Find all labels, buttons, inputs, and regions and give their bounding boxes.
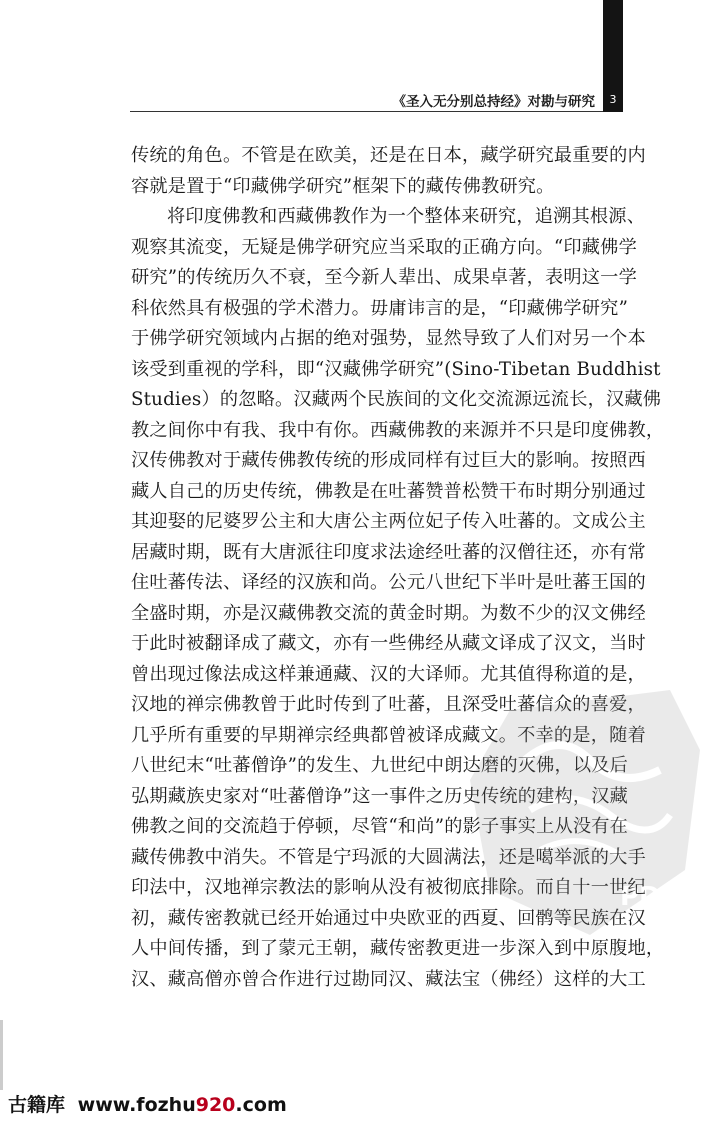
footer-label: 古籍库 xyxy=(8,1094,66,1116)
text-line: 初，藏传密教就已经开始通过中央欧亚的西夏、回鹘等民族在汉 xyxy=(131,907,646,929)
page-edge xyxy=(0,1020,3,1090)
text-line: 几乎所有重要的早期禅宗经典都曾被译成藏文。不幸的是，随着 xyxy=(131,724,646,746)
text-line: 该受到重视的学科，即“汉藏佛学研究”(Sino-Tibetan Buddhist xyxy=(131,358,661,380)
text-line: 藏传佛教中消失。不管是宁玛派的大圆满法，还是噶举派的大手 xyxy=(131,846,646,868)
text-line: 传统的角色。不管是在欧美，还是在日本，藏学研究最重要的内 xyxy=(131,145,646,166)
text-line: 于此时被翻译成了藏文，亦有一些佛经从藏文译成了汉文，当时 xyxy=(131,633,646,654)
text-line: 佛教之间的交流趋于停顿，尽管“和尚”的影子事实上从没有在 xyxy=(131,816,629,837)
text-line: 曾出现过像法成这样兼通藏、汉的大译师。尤其值得称道的是， xyxy=(131,663,646,685)
text-line: 研究”的传统历久不衰，至今新人辈出、成果卓著，表明这一学 xyxy=(131,267,637,288)
top-black-bar xyxy=(603,0,623,96)
text-line: 容就是置于“印藏佛学研究”框架下的藏传佛教研究。 xyxy=(131,175,555,197)
text-line: 汉、藏高僧亦曾合作进行过勘同汉、藏法宝（佛经）这样的大工 xyxy=(131,968,646,990)
footer-site[interactable] xyxy=(78,1094,287,1116)
text-line: 教之间你中有我、我中有你。西藏佛教的来源并不只是印度佛教， xyxy=(131,419,665,441)
header-title: 《圣入无分别总持经》对勘与研究 xyxy=(392,94,595,110)
text-line: 科依然具有极强的学术潜力。毋庸讳言的是，“印藏佛学研究” xyxy=(131,297,629,319)
header-rule xyxy=(130,111,603,112)
site-prefix: www.fozhu xyxy=(77,1094,196,1116)
text-line: Studies）的忽略。汉藏两个民族间的文化交流源远流长，汉藏佛 xyxy=(131,389,662,410)
text-line: 住吐蕃传法、译经的汉族和尚。公元八世纪下半叶是吐蕃王国的 xyxy=(131,572,646,593)
text-line: 观察其流变，无疑是佛学研究应当采取的正确方向。“印藏佛学 xyxy=(131,236,637,258)
text-line: 汉传佛教对于藏传佛教传统的形成同样有过巨大的影响。按照西 xyxy=(131,450,646,471)
text-line: 弘期藏族史家对“吐蕃僧诤”这一事件之历史传统的建构，汉藏 xyxy=(131,785,629,807)
text-line: 人中间传播，到了蒙元王朝，藏传密教更进一步深入到中原腹地， xyxy=(131,938,665,959)
running-header xyxy=(0,88,715,112)
site-accent: 920 xyxy=(195,1094,236,1116)
text-line: 藏人自己的历史传统，佛教是在吐蕃赞普松赞干布时期分别通过 xyxy=(131,480,646,502)
text-line: 汉地的禅宗佛教曾于此时传到了吐蕃，且深受吐蕃信众的喜爱， xyxy=(131,694,646,715)
text-line: 于佛学研究领域内占据的绝对强势，显然导致了人们对另一个本 xyxy=(131,328,646,349)
page-number: 3 xyxy=(603,88,623,112)
paragraph-start: 将印度佛教和西藏佛教作为一个整体来研究，追溯其根源、 xyxy=(167,206,646,227)
text-line: 全盛时期，亦是汉藏佛教交流的黄金时期。为数不少的汉文佛经 xyxy=(131,602,646,624)
footer xyxy=(8,1090,287,1117)
watermark-text: PDG xyxy=(620,882,682,912)
text-line: 其迎娶的尼婆罗公主和大唐公主两位妃子传入吐蕃的。文成公主 xyxy=(131,511,646,532)
site-suffix: .com xyxy=(235,1094,287,1116)
text-line: 八世纪末“吐蕃僧诤”的发生、九世纪中朗达磨的灭佛，以及后 xyxy=(131,755,629,776)
text-line: 居藏时期，既有大唐派往印度求法途经吐蕃的汉僧往还，亦有常 xyxy=(131,541,646,563)
watermark-seal xyxy=(470,690,705,940)
text-line: 印法中，汉地禅宗教法的影响从没有被彻底排除。而自十一世纪 xyxy=(131,877,646,898)
